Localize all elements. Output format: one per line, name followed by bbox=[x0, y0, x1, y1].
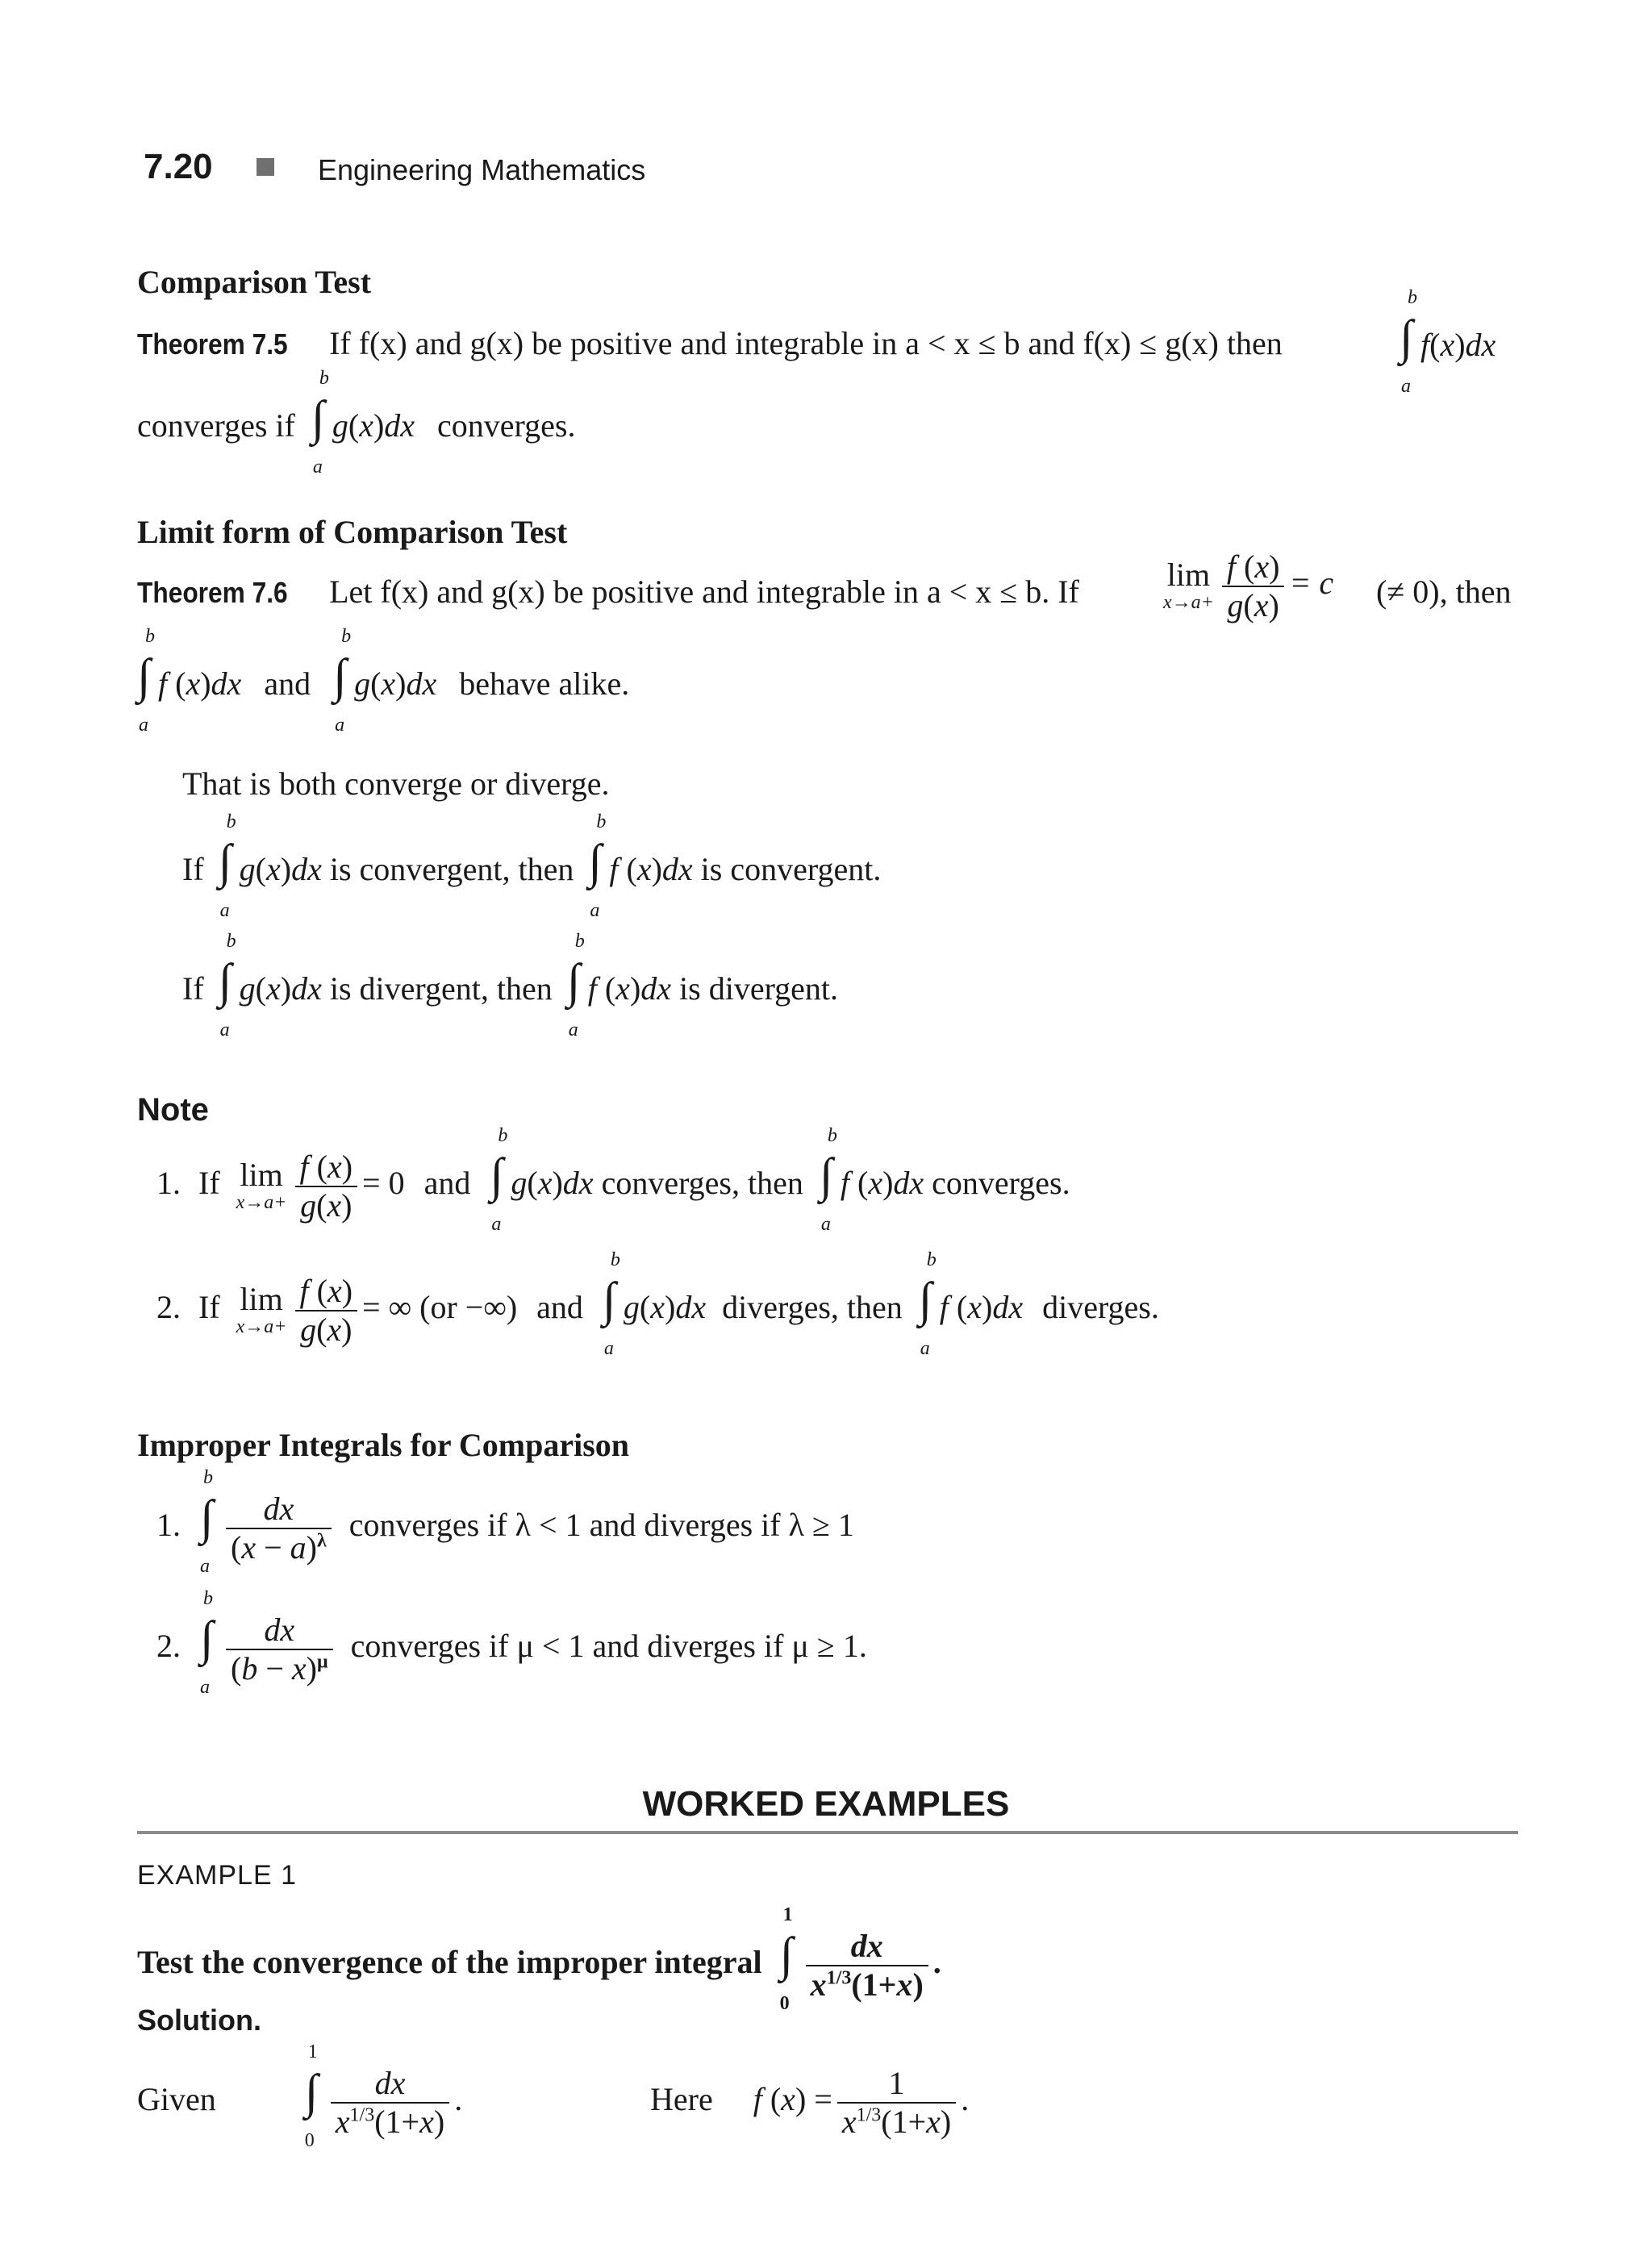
header-square-icon bbox=[257, 158, 274, 176]
comparison-test-heading: Comparison Test bbox=[137, 264, 372, 300]
note-item-2: 2. If lim x→a+ $\frac{f (x)}{g(x)}$ = ∞ (or −∞) and ∫ b a g(x)dx diverges, then ∫ b a f (x)dx diverges. bbox=[156, 1249, 1159, 1359]
integral-sign-icon: ∫ b a bbox=[333, 626, 352, 736]
integral-sign-icon: ∫ b a bbox=[1400, 287, 1417, 397]
integral-sign-icon: ∫ b a bbox=[819, 1125, 837, 1235]
example-label: EXAMPLE 1 bbox=[137, 1860, 297, 1891]
divergent-line: If ∫ b a g(x)dx is divergent, then ∫ b a f (x)dx is divergent. bbox=[182, 931, 839, 1040]
improper-item-2: 2. ∫ b a $\frac{dx}{(b - x)^\mu}$ converges if μ < 1 and diverges if μ ≥ 1. bbox=[156, 1588, 867, 1698]
worked-examples-heading: WORKED EXAMPLES bbox=[642, 1784, 1010, 1824]
theorem-7-6-label: Theorem 7.6 bbox=[137, 576, 288, 609]
integral-sign-icon: ∫ b a bbox=[588, 811, 607, 921]
integral-sign-icon: ∫ b a bbox=[311, 368, 329, 477]
integral-sign-icon: ∫ b a bbox=[566, 931, 585, 1040]
that-is-line: That is both converge or diverge. bbox=[182, 765, 610, 802]
improper-integrals-heading: Improper Integrals for Comparison bbox=[137, 1427, 629, 1463]
integral-sign-icon: ∫ b a bbox=[218, 931, 236, 1040]
theorem-7-5-text: If f(x) and g(x) be positive and integrable in a < x ≤ b and f(x) ≤ g(x) then bbox=[329, 325, 1283, 361]
integral-sign-icon: ∫ b a bbox=[137, 626, 155, 736]
theorem-7-5-line bbox=[137, 324, 1283, 362]
improper-item-1: 1. ∫ b a $\frac{dx}{(x - a)^\lambda}$ converges if λ < 1 and diverges if λ ≥ 1 bbox=[156, 1467, 854, 1577]
integral-sign-icon: ∫ b a bbox=[200, 1467, 214, 1577]
example-problem: Test the convergence of the improper integral ∫ 1 0 $\frac{dx}{x^{1/3}(1+x)}$ . bbox=[137, 1904, 941, 2014]
integral-sign-icon: ∫ 1 0 bbox=[779, 1904, 794, 2014]
note-heading: Note bbox=[137, 1092, 209, 1128]
here-line: Here f (x) = $\frac{1}{x^{1/3}(1+x)}$ . bbox=[650, 2065, 970, 2140]
convergent-line: If ∫ b a g(x)dx is convergent, then ∫ b a f (x)dx is convergent. bbox=[182, 811, 882, 921]
book-title: Engineering Mathematics bbox=[318, 153, 646, 186]
theorem-7-5-integral-f: ∫ b a f(x)dx bbox=[1400, 287, 1496, 397]
note-item-1: 1. If lim x→a+ $\frac{f (x)}{g(x)}$ = 0 and ∫ b a g(x)dx converges, then ∫ b a f (x)dx converges. bbox=[156, 1125, 1070, 1235]
theorem-7-6-line: Theorem 7.6 Let f(x) and g(x) be positive and integrable in a < x ≤ b. If bbox=[137, 573, 1079, 610]
behave-alike-line: ∫ b a f (x)dx and ∫ b a g(x)dx behave alike. bbox=[137, 626, 630, 736]
theorem-7-5-line-2: converges if ∫ b a g(x)dx converges. bbox=[137, 368, 576, 477]
worked-examples-rule bbox=[137, 1831, 1518, 1834]
integral-sign-icon: ∫ 1 0 bbox=[304, 2041, 319, 2151]
page-number: 7.20 bbox=[144, 147, 213, 186]
integral-sign-icon: ∫ b a bbox=[918, 1249, 937, 1359]
integral-sign-icon: ∫ b a bbox=[218, 811, 236, 921]
given-line: Given ∫ 1 0 $\frac{dx}{x^{1/3}(1+x)}$ . bbox=[137, 2041, 463, 2151]
limit-form-heading: Limit form of Comparison Test bbox=[137, 514, 568, 550]
integral-sign-icon: ∫ b a bbox=[490, 1125, 508, 1235]
solution-label: Solution. bbox=[137, 2004, 261, 2037]
integral-sign-icon: ∫ b a bbox=[200, 1588, 214, 1698]
theorem-7-5-label: Theorem 7.5 bbox=[137, 327, 288, 361]
theorem-7-6-nonzero: (≠ 0), then bbox=[1376, 573, 1512, 610]
integral-sign-icon: ∫ b a bbox=[602, 1249, 620, 1359]
theorem-7-6-limit: lim x→a+ $\frac{f (x)}{g(x)}$ = c bbox=[1163, 548, 1334, 623]
